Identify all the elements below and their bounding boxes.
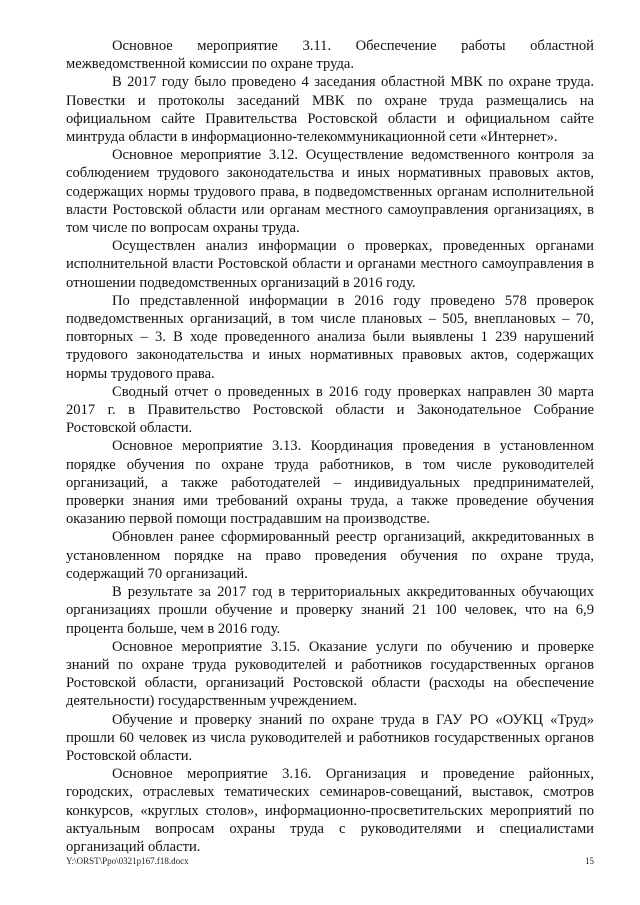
paragraph-training-results: В результате за 2017 год в территориальных аккредитованных обучающих организациях прошли обучение и проверку знаний 21 100 человек, что на 6,9 процента больше, чем в 2016 году.: [66, 584, 594, 637]
paragraph-measure-3-16: Основное мероприятие 3.16. Организация и проведение районных, городских, отраслевых тематических семинаров-совещаний, выставок, смотров конкурсов, «круглых столов», информационно-просветительских мероприятий по актуальным вопросам охраны труда с руководителями и специалистами организаций области.: [66, 766, 594, 855]
page-number: 15: [585, 856, 594, 866]
paragraph-gau-training: Обучение и проверку знаний по охране труда в ГАУ РО «ОУКЦ «Труд» прошли 60 человек из числа руководителей и работников государственных органов Ростовской области.: [66, 711, 594, 764]
paragraph-registry-update: Обновлен ранее сформированный реестр организаций, аккредитованных в установленном порядке на право проведения обучения по охране труда, содержащий 70 организаций.: [66, 529, 594, 582]
paragraph-measure-3-11: Основное мероприятие 3.11. Обеспечение работы областной межведомственной комиссии по охране труда.: [66, 38, 594, 73]
paragraph-mvk-meetings: В 2017 году было проведено 4 заседания областной МВК по охране труда. Повестки и протоколы заседаний МВК по охране труда размещались на официальном сайте Правительства Ростовской области и официальном сайте минтруда области в информационно-телекоммуникационной сети «Интернет».: [66, 74, 594, 146]
paragraph-measure-3-12: Основное мероприятие 3.12. Осуществление ведомственного контроля за соблюдением трудового законодательства и иных нормативных правовых актов, содержащих нормы трудового права, в подведомственных органам исполнительной власти Ростовской области или органам местного самоуправления организациях, в том числе по вопросам охраны труда.: [66, 147, 594, 237]
paragraph-measure-3-13: Основное мероприятие 3.13. Координация проведения в установленном порядке обучения по охране труда работников, в том числе руководителей организаций, а также работодателей – индивидуальных предпринимателей, проверки знания ими требований охраны труда, а также проведение обучения оказанию первой помощи пострадавшим на производстве.: [66, 438, 594, 528]
paragraph-inspection-analysis: Осуществлен анализ информации о проверках, проведенных органами исполнительной власти Ростовской области и органами местного самоуправления в отношении подведомственных организаций в 2016 году.: [66, 238, 594, 291]
paragraph-inspection-stats: По представленной информации в 2016 году проведено 578 проверок подведомственных организаций, в том числе плановых – 505, внеплановых – 70, повторных – 3. В ходе проведенного анализа были выявлены 1 239 нарушений трудового законодательства и иных нормативных правовых актов, содержащих нормы трудового права.: [66, 292, 594, 382]
paragraph-measure-3-15: Основное мероприятие 3.15. Оказание услуги по обучению и проверке знаний по охране труда руководителей и работников государственных органов Ростовской области, организаций Ростовской области (расходы на обеспечение деятельности) государственным учреждением.: [66, 638, 594, 710]
paragraph-summary-report: Сводный отчет о проведенных в 2016 году проверках направлен 30 марта 2017 г. в Правительство Ростовской области и Законодательное Собрание Ростовской области.: [66, 383, 594, 437]
document-body: [66, 37, 594, 856]
footer-file-path: Y:\ORST\Ppo\0321p167.f18.docx: [66, 856, 189, 866]
